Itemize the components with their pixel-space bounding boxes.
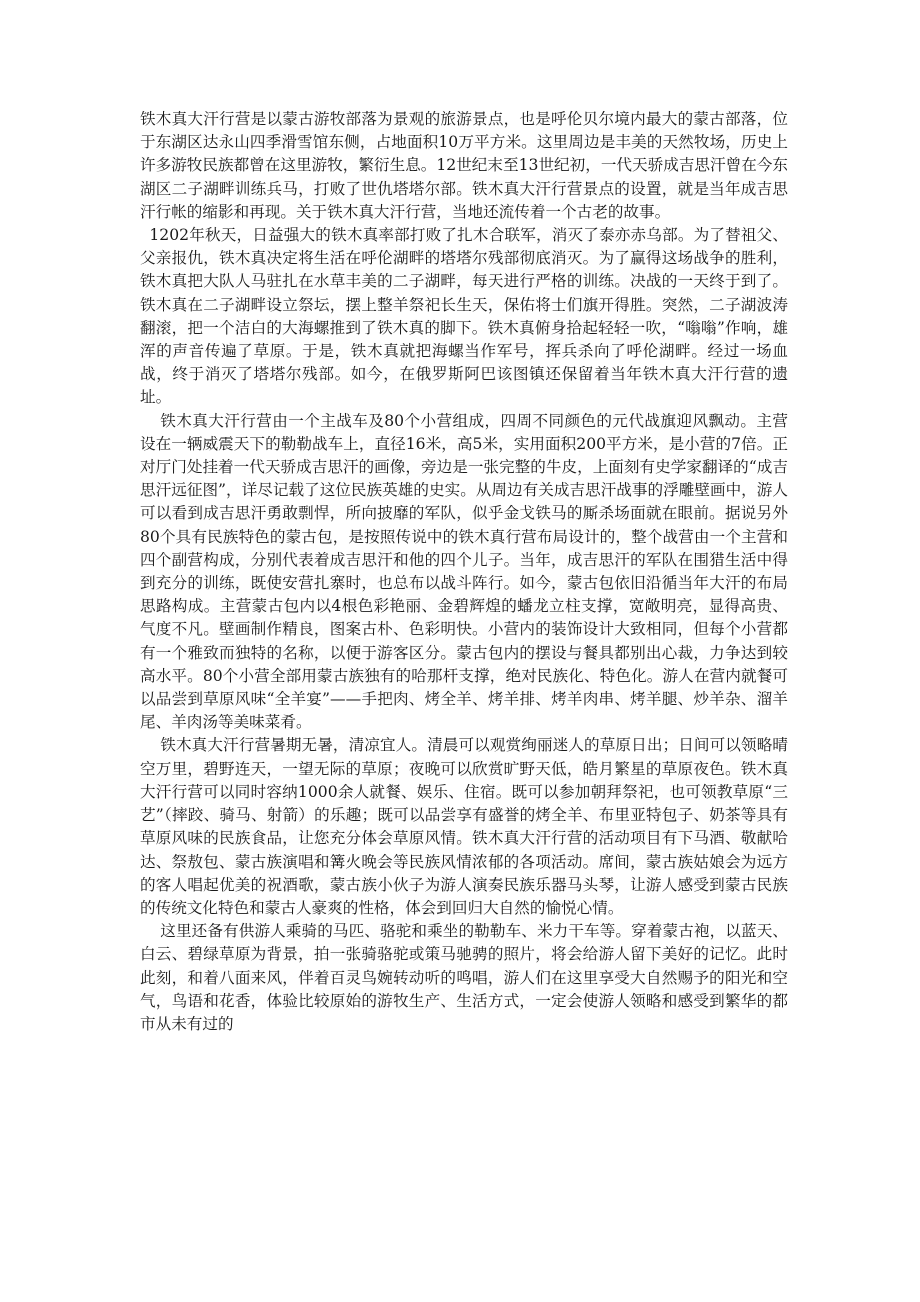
document-body: [140, 108, 788, 1036]
paragraph-5-riding: 这里还备有供游人乘骑的马匹、骆驼和乘坐的勒勒车、米力干车等。穿着蒙古袍，以蓝天、白云、碧绿草原为背景，拍一张骑骆驼或策马驰骋的照片，将会给游人留下美好的记忆。此时此刻，和着八面来风，伴着百灵鸟婉转动听的鸣唱，游人们在这里享受大自然赐予的阳光和空气，鸟语和花香，体验比较原始的游牧生产、生活方式，一定会使游人领略和感受到繁华的都市从未有过的: [140, 922, 788, 1033]
paragraph-1-intro: 铁木真大汗行营是以蒙古游牧部落为景观的旅游景点，也是呼伦贝尔境内最大的蒙古部落，位于东湖区达永山四季滑雪馆东侧，占地面积10万平方米。这里周边是丰美的天然牧场，历史上许多游牧民族都曾在这里游牧，繁衍生息。12世纪末至13世纪初，一代天骄成吉思汗曾在今东湖区二子湖畔训练兵马，打败了世仇塔塔尔部。铁木真大汗行营景点的设置，就是当年成吉思汗行帐的缩影和再现。关于铁木真大汗行营，当地还流传着一个古老的故事。: [140, 110, 788, 221]
paragraph-4-activities: 铁木真大汗行营暑期无暑，清凉宜人。清晨可以观赏绚丽迷人的草原日出；日间可以领略晴空万里，碧野连天，一望无际的草原；夜晚可以欣赏旷野天低，皓月繁星的草原夜色。铁木真大汗行营可以同时容纳1000余人就餐、娱乐、住宿。既可以参加朝拜祭祀，也可领教草原“三艺”（摔跤、骑马、射箭）的乐趣；既可以品尝享有盛誉的烤全羊、布里亚特包子、奶茶等具有草原风味的民族食品，让您充分体会草原风情。铁木真大汗行营的活动项目有下马酒、敬献哈达、祭敖包、蒙古族演唱和篝火晚会等民族风情浓郁的各项活动。席间，蒙古族姑娘会为远方的客人唱起优美的祝酒歌，蒙古族小伙子为游人演奏民族乐器马头琴，让游人感受到蒙古民族的传统文化特色和蒙古人豪爽的性格，体会到回归大自然的愉悦心情。: [140, 736, 788, 917]
paragraph-3-camp-layout: 铁木真大汗行营由一个主战车及80个小营组成，四周不同颜色的元代战旗迎风飘动。主营设在一辆威震天下的勒勒战车上，直径16米，高5米，实用面积200平方米，是小营的7倍。正对厅门处挂着一代天骄成吉思汗的画像，旁边是一张完整的牛皮，上面刻有史学家翻译的“成吉思汗远征图”，详尽记载了这位民族英雄的史实。从周边有关成吉思汗战事的浮雕壁画中，游人可以看到成吉思汗勇敢剽悍，所向披靡的军队，似乎金戈铁马的厮杀场面就在眼前。据说另外80个具有民族特色的蒙古包，是按照传说中的铁木真行营布局设计的，整个战营由一个主营和四个副营构成，分别代表着成吉思汗和他的四个儿子。当年，成吉思汗的军队在围猎生活中得到充分的训练，既使安营扎寨时，也总布以战斗阵行。如今，蒙古包依旧沿循当年大汗的布局思路构成。主营蒙古包内以4根色彩艳丽、金碧辉煌的蟠龙立柱支撑，宽敞明亮，显得高贵、气度不凡。壁画制作精良，图案古朴、色彩明快。小营内的装饰设计大致相同，但每个小营都有一个雅致而独特的名称，以便于游客区分。蒙古包内的摆设与餐具都别出心裁，力争达到较高水平。80个小营全部用蒙古族独有的哈那杆支撑，绝对民族化、特色化。游人在营内就餐可以品尝到草原风味“全羊宴”——手把肉、烤全羊、烤羊排、烤羊肉串、烤羊腿、炒羊杂、溜羊尾、羊肉汤等美味菜肴。: [140, 411, 788, 732]
paragraph-2-legend: 1202年秋天，日益强大的铁木真率部打败了扎木合联军，消灭了泰亦赤乌部。为了替祖父、父亲报仇，铁木真决定将生活在呼伦湖畔的塔塔尔残部彻底消灭。为了赢得这场战争的胜利，铁木真把大队人马驻扎在水草丰美的二子湖畔，每天进行严格的训练。决战的一天终于到了。铁木真在二子湖畔设立祭坛，摆上整羊祭祀长生天，保佑将士们旗开得胜。突然，二子湖波涛翻滚，把一个洁白的大海螺推到了铁木真的脚下。铁木真俯身拾起轻轻一吹，“嗡嗡”作响，雄浑的声音传遍了草原。于是，铁木真就把海螺当作军号，挥兵杀向了呼伦湖畔。经过一场血战，终于消灭了塔塔尔残部。如今，在俄罗斯阿巴该图镇还保留着当年铁木真大汗行营的遗址。: [140, 226, 788, 407]
